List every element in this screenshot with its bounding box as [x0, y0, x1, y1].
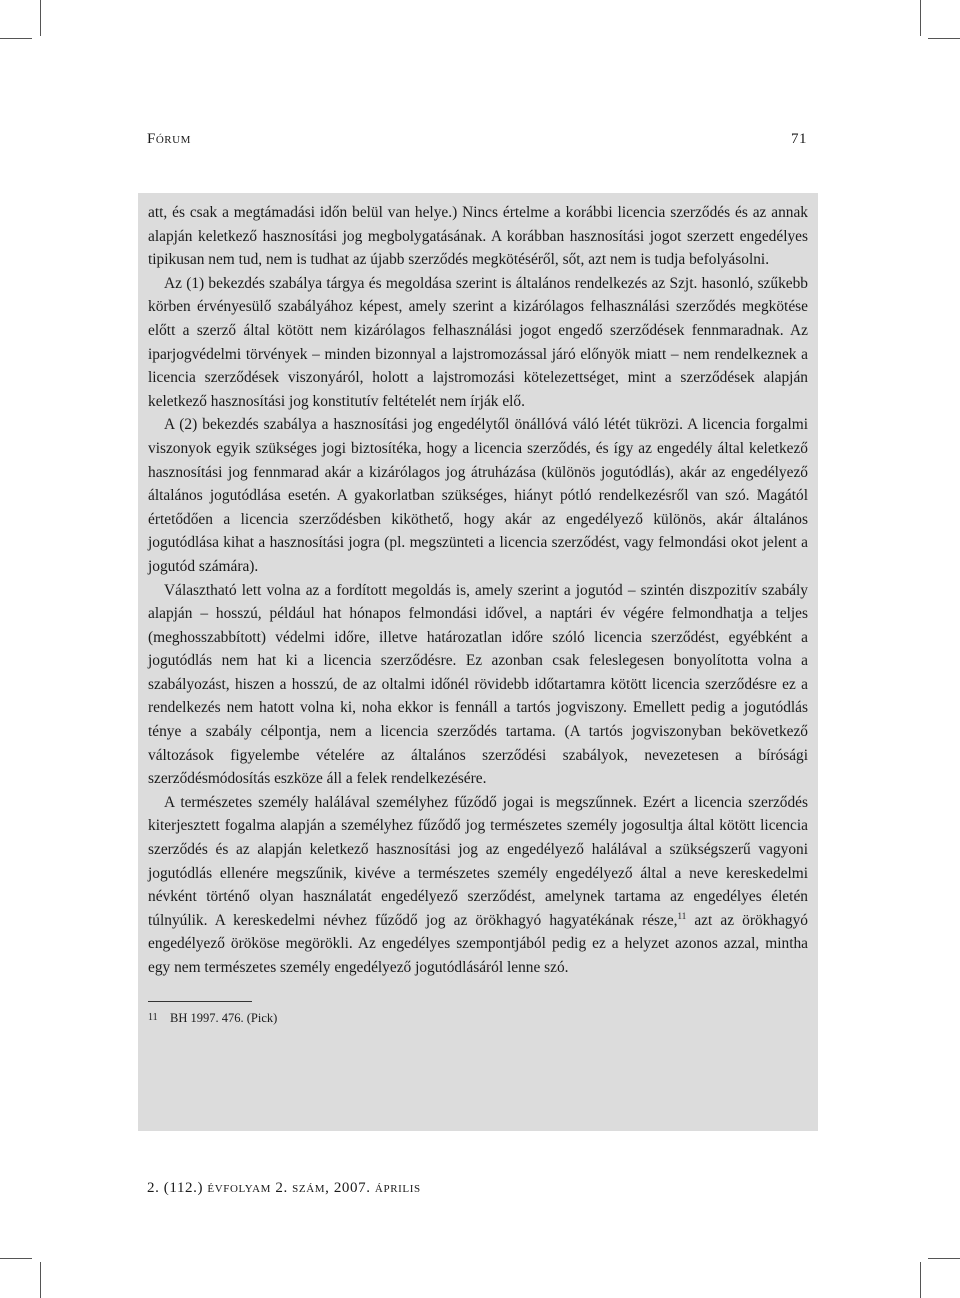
footnote-separator: [148, 1001, 252, 1002]
crop-mark-top-right: [920, 0, 921, 36]
footnote-text: BH 1997. 476. (Pick): [170, 1010, 278, 1025]
paragraph-4: Választható lett volna az a fordított megoldás is, amely szerint a jogutód – szintén diszpozitív szabály alapján – hosszú, például hat hónapos felmondási idővel, a naptári év végére felmondhatja a teljes (meghosszabbított) védelmi időre, illetve határozatlan időre szóló licencia szerződést, egyébként a jogutódlás nem hat ki a licencia szerződésre. Ez azonban csak feleslegesen bonyolította volna a szabályozást, hiszen a hosszú, de az oltalmi időnél rövidebb időtartamra kötött licencia szerződésre ez a rendelkezés nem hatott volna ki, noha ekkor is fennáll a tartós jogviszony. Emellett pedig a jogutódlás ténye a szabály célpontja, nem a licencia szerződés tartama. (A tartós jogviszonyban bekövetkező változások figyelembe vételére az általános szerződési szabályok, nevezetesen a bírósági szerződésmódosítás eszköze áll a felek rendelkezésére.: [148, 581, 808, 788]
running-footer: 2. (112.) évfolyam 2. szám, 2007. április: [147, 1180, 421, 1196]
page-number: 71: [791, 131, 807, 147]
crop-mark-top-right-h: [928, 38, 960, 39]
footnote-reference[interactable]: 11: [677, 910, 687, 921]
crop-mark-bottom-left: [40, 1262, 41, 1298]
paragraph-5: [148, 791, 808, 980]
crop-mark-bottom-left-h: [0, 1258, 32, 1259]
crop-mark-bottom-right: [920, 1262, 921, 1298]
journal-name: Fórum: [147, 131, 191, 147]
footnote: [148, 1010, 808, 1026]
crop-mark-top-left: [40, 0, 41, 36]
running-header: [147, 131, 807, 148]
paragraph-1: att, és csak a megtámadási időn belül van helye.) Nincs értelme a korábbi licencia szerződés és az annak alapján keletkező hasznosítási jog megbolygatásának. A korábban hasznosítási jogot szerzett engedélyes tipikusan nem tud, nem is tudhat az újabb szerződés megkötéséről, sőt, azt nem is tudja befolyásolni.: [148, 204, 808, 269]
paragraph-5-text-a: A természetes személy halálával személyhez fűződő jogai is megszűnnek. Ezért a licencia szerződés kiterjesztett fogalma alapján a személyhez fűződő jog természetes személy jogosultja által kötött licencia szerződés és az alapján keletkező hasznosítási jog az engedélyező halálával a szükségszerű vagyoni jogutódlás ellenére megszűnik, kivéve a természetes személy engedélyező által a neve kereskedelmi névként történő olyan használatát engedélyező szerződést, amelynek tartama az engedélyes életén túlnyúlik. A kereskedelmi névhez fűződő jog az örökhagyó hagyatékának része,: [148, 793, 808, 929]
paragraph-2: Az (1) bekezdés szabálya tárgya és megoldása szerint is általános rendelkezés az Szjt. hasonló, szűkebb körben érvényesülő szabályához képest, amely szerint a kizárólagos felhasználási szerződés megkötése előtt a szerző által kötött nem kizárólagos felhasználási jogot engedő szerződések fennmaradnak. Az iparjogvédelmi törvények – minden bizonnyal a lajstromozással járó előnyök miatt – nem rendelkeznek a licencia szerződések viszonyáról, holott a lajstromozási kötelezettséget, mint a szerződések alapján keletkező hasznosítási jog konstitutív feltételét nem írják elő.: [148, 274, 808, 410]
body-text: [138, 193, 818, 1131]
paragraph-5-text-b: azt az örökhagyó engedélyező örököse megörökli. Az engedélyes szempontjából pedig ez a helyzet azonos azzal, mintha egy nem természetes személy engedélyező jogutódlásáról lenne szó.: [148, 911, 808, 976]
footnote-number: 11: [148, 1011, 158, 1023]
crop-mark-bottom-right-h: [928, 1258, 960, 1259]
crop-mark-top-left-h: [0, 38, 32, 39]
paragraph-3: A (2) bekezdés szabálya a hasznosítási jog engedélytől önállóvá váló létét tükrözi. A licencia forgalmi viszonyok egyik szükséges jogi biztosítéka, hogy a licencia szerződés, és így az engedély által keletkező hasznosítási jog fennmarad akár a kizárólagos jog átruházása (különös jogutódlás), akár az engedélyező általános jogutódlása esetén. A gyakorlatban szükséges, hiányt pótló rendelkezésről van szó. Magától értetődően a licencia szerződésben kiköthető, hogy akár az engedélyező különös, akár általános jogutódlása kihat a hasznosítási jogra (pl. megszünteti a licencia szerződést, vagy felmondási okot jelent a jogutód számára).: [148, 416, 808, 575]
